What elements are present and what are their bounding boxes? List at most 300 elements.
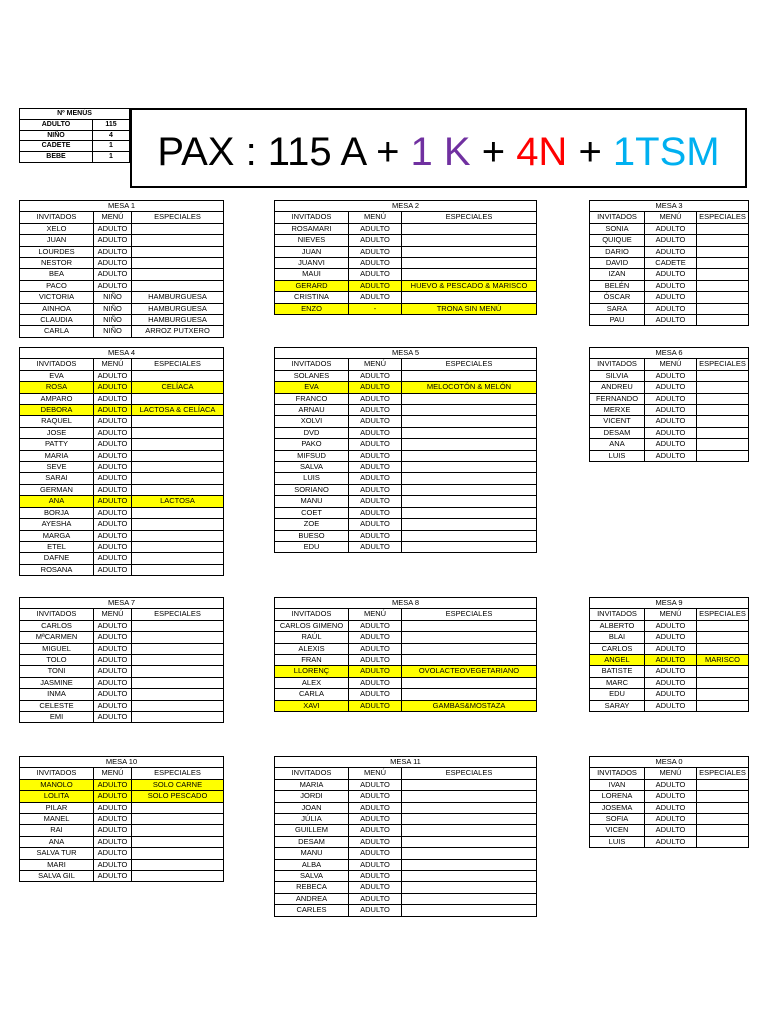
guest-row [275, 223, 537, 234]
menus-summary-table [19, 108, 130, 163]
guest-name: JÚLIA [275, 814, 349, 825]
guest-menu: ADULTO [645, 632, 697, 643]
column-header-especiales: ESPECIALES [402, 768, 537, 779]
column-header-invitados: INVITADOS [275, 768, 349, 779]
guest-row [275, 496, 537, 507]
menus-label: BEBE [20, 152, 93, 163]
guest-special [402, 246, 537, 257]
guest-menu: ADULTO [94, 416, 132, 427]
guest-name: ZOE [275, 519, 349, 530]
guest-name: CLAUDIA [20, 315, 94, 326]
guest-name: ANDREU [590, 382, 645, 393]
guest-name: QUIQUE [590, 235, 645, 246]
guest-row [275, 370, 537, 381]
guest-menu: ADULTO [645, 246, 697, 257]
guest-special [132, 677, 224, 688]
guest-special [402, 519, 537, 530]
guest-row [590, 416, 749, 427]
guest-menu: ADULTO [645, 303, 697, 314]
guest-special [402, 620, 537, 631]
guest-special [697, 315, 749, 326]
guest-special [697, 677, 749, 688]
guest-menu: ADULTO [645, 292, 697, 303]
guest-name: EDU [275, 541, 349, 552]
guest-row [275, 700, 537, 711]
guest-menu: ADULTO [349, 677, 402, 688]
guest-menu: ADULTO [349, 462, 402, 473]
guest-menu: ADULTO [94, 258, 132, 269]
guest-menu: ADULTO [94, 802, 132, 813]
guest-special [402, 689, 537, 700]
guest-row [275, 541, 537, 552]
guest-row [590, 439, 749, 450]
guest-menu: ADULTO [349, 666, 402, 677]
guest-row [275, 836, 537, 847]
guest-menu: ADULTO [349, 370, 402, 381]
guest-special [402, 825, 537, 836]
guest-name: MARIA [20, 450, 94, 461]
guest-row [20, 814, 224, 825]
guest-row [20, 416, 224, 427]
guest-special [132, 871, 224, 882]
mesa-title: MESA 2 [275, 201, 537, 212]
guest-name: PAU [590, 315, 645, 326]
guest-special [402, 779, 537, 790]
guest-menu: ADULTO [645, 370, 697, 381]
mesa-table [274, 200, 537, 315]
guest-row [275, 405, 537, 416]
guest-special [132, 370, 224, 381]
guest-row [20, 507, 224, 518]
guest-menu: ADULTO [349, 620, 402, 631]
guest-row [20, 643, 224, 654]
guest-menu: ADULTO [349, 859, 402, 870]
guest-menu: ADULTO [349, 541, 402, 552]
guest-special [402, 677, 537, 688]
guest-name: BELÉN [590, 280, 645, 291]
guest-name: XAVI [275, 700, 349, 711]
guest-name: ROSA [20, 382, 94, 393]
pax-plus: + [567, 130, 613, 174]
guest-row [590, 292, 749, 303]
menus-value: 115 [93, 119, 130, 130]
guest-row [275, 393, 537, 404]
guest-special [402, 450, 537, 461]
guest-row [275, 666, 537, 677]
guest-special [402, 871, 537, 882]
guest-special [132, 564, 224, 575]
guest-row [590, 677, 749, 688]
guest-menu: ADULTO [645, 382, 697, 393]
guest-name: DARIO [590, 246, 645, 257]
guest-menu: ADULTO [349, 246, 402, 257]
guest-special [402, 791, 537, 802]
guest-row [20, 223, 224, 234]
guest-row [590, 450, 749, 461]
guest-row [20, 666, 224, 677]
guest-menu: ADULTO [645, 427, 697, 438]
guest-name: ROSANA [20, 564, 94, 575]
mesa-title: MESA 9 [590, 598, 749, 609]
guest-special [132, 393, 224, 404]
guest-menu: ADULTO [349, 893, 402, 904]
guest-special [402, 882, 537, 893]
guest-name: LUIS [275, 473, 349, 484]
guest-menu: ADULTO [645, 779, 697, 790]
guest-name: MARIA [275, 779, 349, 790]
guest-name: DESAM [275, 836, 349, 847]
guest-menu: ADULTO [645, 689, 697, 700]
guest-name: BORJA [20, 507, 94, 518]
guest-special [697, 689, 749, 700]
guest-row [20, 859, 224, 870]
guest-menu: ADULTO [349, 450, 402, 461]
guest-row [20, 712, 224, 723]
guest-row [20, 315, 224, 326]
guest-row [20, 427, 224, 438]
guest-row [590, 814, 749, 825]
guest-special [132, 848, 224, 859]
guest-name: ETEL [20, 541, 94, 552]
guest-name: ALEX [275, 677, 349, 688]
guest-name: FRANCO [275, 393, 349, 404]
guest-special [402, 814, 537, 825]
guest-special [402, 632, 537, 643]
guest-row [275, 235, 537, 246]
guest-row [275, 859, 537, 870]
column-header-menu: MENÚ [349, 359, 402, 370]
guest-special [402, 370, 537, 381]
guest-special: ARROZ PUTXERO [132, 326, 224, 337]
column-header-menu: MENÚ [349, 212, 402, 223]
guest-name: MANU [275, 848, 349, 859]
guest-menu: ADULTO [94, 530, 132, 541]
menus-label: ADULTO [20, 119, 93, 130]
guest-name: ANGEL [590, 655, 645, 666]
guest-special [132, 814, 224, 825]
guest-special [132, 836, 224, 847]
guest-name: CARLOS GIMENO [275, 620, 349, 631]
guest-name: LOURDES [20, 246, 94, 257]
guest-row [20, 326, 224, 337]
guest-menu: ADULTO [645, 393, 697, 404]
guest-row [590, 246, 749, 257]
guest-special [402, 484, 537, 495]
guest-row [20, 496, 224, 507]
column-header-menu: MENÚ [349, 609, 402, 620]
guest-special [132, 620, 224, 631]
guest-name: AYESHA [20, 519, 94, 530]
column-header-invitados: INVITADOS [590, 609, 645, 620]
guest-special [402, 416, 537, 427]
guest-menu: ADULTO [349, 235, 402, 246]
guest-row [20, 303, 224, 314]
guest-name: BEA [20, 269, 94, 280]
guest-menu: NIÑO [94, 303, 132, 314]
guest-row [275, 871, 537, 882]
guest-special [132, 269, 224, 280]
guest-special: MELOCOTÓN & MELÓN [402, 382, 537, 393]
guest-name: VICTORIA [20, 292, 94, 303]
guest-row [20, 246, 224, 257]
guest-name: SARAY [590, 700, 645, 711]
guest-menu: ADULTO [645, 655, 697, 666]
mesa-title: MESA 4 [20, 348, 224, 359]
guest-row [275, 292, 537, 303]
guest-menu: ADULTO [349, 258, 402, 269]
guest-menu: ADULTO [349, 791, 402, 802]
guest-menu: ADULTO [645, 235, 697, 246]
column-header-invitados: INVITADOS [275, 212, 349, 223]
guest-special [402, 802, 537, 813]
mesa-title: MESA 6 [590, 348, 749, 359]
guest-menu: ADULTO [94, 553, 132, 564]
guest-menu: ADULTO [94, 700, 132, 711]
guest-special [132, 462, 224, 473]
guest-name: EVA [20, 370, 94, 381]
column-header-especiales: ESPECIALES [132, 609, 224, 620]
guest-menu: ADULTO [94, 814, 132, 825]
guest-row [590, 280, 749, 291]
guest-row [20, 258, 224, 269]
guest-row [275, 632, 537, 643]
guest-row [275, 246, 537, 257]
mesa-table [19, 756, 224, 882]
guest-name: SONIA [590, 223, 645, 234]
guest-menu: ADULTO [94, 791, 132, 802]
guest-name: LOLITA [20, 791, 94, 802]
guest-special [132, 223, 224, 234]
column-header-menu: MENÚ [94, 768, 132, 779]
column-header-especiales: ESPECIALES [402, 609, 537, 620]
guest-special: CELÍACA [132, 382, 224, 393]
guest-name: IVAN [590, 779, 645, 790]
guest-name: GERMAN [20, 484, 94, 495]
guest-special [697, 258, 749, 269]
guest-row [275, 905, 537, 916]
guest-row [20, 802, 224, 813]
guest-special [402, 655, 537, 666]
guest-menu: ADULTO [645, 416, 697, 427]
guest-row [275, 655, 537, 666]
guest-name: EVA [275, 382, 349, 393]
guest-special [402, 507, 537, 518]
guest-special [697, 791, 749, 802]
guest-menu: ADULTO [645, 450, 697, 461]
guest-row [20, 700, 224, 711]
guest-special [697, 825, 749, 836]
guest-special [697, 235, 749, 246]
guest-menu: ADULTO [349, 700, 402, 711]
guest-row [20, 871, 224, 882]
guest-menu: ADULTO [645, 643, 697, 654]
guest-name: MANU [275, 496, 349, 507]
guest-name: FERNANDO [590, 393, 645, 404]
guest-name: DAFNE [20, 553, 94, 564]
guest-row [20, 405, 224, 416]
guest-row [20, 292, 224, 303]
guest-special: HAMBURGUESA [132, 303, 224, 314]
guest-name: CARLOS [590, 643, 645, 654]
guest-special [402, 258, 537, 269]
guest-name: JORDI [275, 791, 349, 802]
mesa-title: MESA 11 [275, 757, 537, 768]
column-header-invitados: INVITADOS [20, 768, 94, 779]
column-header-invitados: INVITADOS [275, 359, 349, 370]
guest-row [275, 439, 537, 450]
guest-menu: ADULTO [94, 677, 132, 688]
guest-row [20, 370, 224, 381]
guest-name: XOLVI [275, 416, 349, 427]
guest-row [590, 393, 749, 404]
guest-special [402, 848, 537, 859]
guest-special [132, 416, 224, 427]
menus-label: CADETE [20, 141, 93, 152]
mesa-title: MESA 0 [590, 757, 749, 768]
guest-menu: ADULTO [94, 620, 132, 631]
guest-row [275, 258, 537, 269]
guest-row [590, 779, 749, 790]
guest-name: SORIANO [275, 484, 349, 495]
guest-menu: NIÑO [94, 315, 132, 326]
guest-special [697, 223, 749, 234]
pax-adults: PAX : 115 A + [157, 130, 411, 174]
column-header-especiales: ESPECIALES [132, 768, 224, 779]
guest-name: GUILLEM [275, 825, 349, 836]
guest-row [20, 825, 224, 836]
guest-menu: ADULTO [349, 655, 402, 666]
column-header-invitados: INVITADOS [590, 359, 645, 370]
guest-menu: ADULTO [349, 825, 402, 836]
guest-special [697, 405, 749, 416]
guest-row [590, 666, 749, 677]
guest-menu: ADULTO [645, 405, 697, 416]
guest-special [697, 700, 749, 711]
guest-menu: ADULTO [94, 484, 132, 495]
guest-row [20, 620, 224, 631]
guest-special [132, 689, 224, 700]
guest-special [132, 246, 224, 257]
guest-name: EMI [20, 712, 94, 723]
guest-special [697, 814, 749, 825]
guest-special [697, 292, 749, 303]
guest-menu: ADULTO [94, 519, 132, 530]
mesa-table [19, 347, 224, 576]
column-header-menu: MENÚ [645, 212, 697, 223]
guest-menu: ADULTO [94, 427, 132, 438]
guest-menu: ADULTO [645, 825, 697, 836]
guest-special [402, 643, 537, 654]
column-header-especiales: ESPECIALES [402, 212, 537, 223]
guest-special [132, 439, 224, 450]
column-header-especiales: ESPECIALES [132, 212, 224, 223]
guest-row [590, 655, 749, 666]
pax-plus: + [470, 130, 517, 174]
guest-name: BATISTE [590, 666, 645, 677]
guest-name: INMA [20, 689, 94, 700]
guest-special [402, 836, 537, 847]
guest-menu: ADULTO [94, 859, 132, 870]
guest-menu: ADULTO [645, 620, 697, 631]
guest-name: JASMINE [20, 677, 94, 688]
guest-menu: ADULTO [349, 473, 402, 484]
guest-special [402, 859, 537, 870]
guest-name: XELO [20, 223, 94, 234]
guest-special [697, 666, 749, 677]
guest-name: MIGUEL [20, 643, 94, 654]
guest-menu: ADULTO [645, 666, 697, 677]
guest-row [20, 269, 224, 280]
guest-row [20, 235, 224, 246]
guest-special [697, 836, 749, 847]
guest-row [590, 223, 749, 234]
guest-special [697, 303, 749, 314]
guest-row [20, 791, 224, 802]
guest-row [590, 258, 749, 269]
guest-name: PATTY [20, 439, 94, 450]
guest-special [132, 643, 224, 654]
guest-special: HAMBURGUESA [132, 292, 224, 303]
guest-menu: ADULTO [94, 848, 132, 859]
guest-row [590, 836, 749, 847]
guest-row [20, 439, 224, 450]
guest-name: LORENA [590, 791, 645, 802]
guest-menu: ADULTO [349, 689, 402, 700]
guest-menu: ADULTO [349, 779, 402, 790]
guest-special: LACTOSA [132, 496, 224, 507]
guest-menu: ADULTO [349, 484, 402, 495]
guest-special [132, 258, 224, 269]
guest-name: GERARD [275, 280, 349, 291]
guest-menu: ADULTO [645, 439, 697, 450]
guest-special [132, 530, 224, 541]
guest-name: ANDREA [275, 893, 349, 904]
guest-menu: ADULTO [94, 269, 132, 280]
guest-row [20, 530, 224, 541]
guest-name: VICENT [590, 416, 645, 427]
guest-menu: ADULTO [94, 246, 132, 257]
menus-value: 1 [93, 141, 130, 152]
guest-menu: NIÑO [94, 292, 132, 303]
guest-menu: ADULTO [94, 370, 132, 381]
mesa-table [19, 200, 224, 338]
guest-name: JOSE [20, 427, 94, 438]
guest-row [275, 303, 537, 314]
guest-menu: - [349, 303, 402, 314]
guest-row [20, 689, 224, 700]
guest-special: GAMBAS&MOSTAZA [402, 700, 537, 711]
menus-value: 4 [93, 130, 130, 141]
guest-special [402, 405, 537, 416]
guest-special [402, 473, 537, 484]
guest-name: ARNAU [275, 405, 349, 416]
guest-row [20, 541, 224, 552]
guest-special [402, 893, 537, 904]
guest-menu: ADULTO [349, 519, 402, 530]
pax-tsm: 1TSM [612, 130, 720, 174]
column-header-invitados: INVITADOS [590, 212, 645, 223]
guest-row [590, 382, 749, 393]
guest-special: LACTOSA & CELÍACA [132, 405, 224, 416]
guest-row [590, 700, 749, 711]
guest-name: DVD [275, 427, 349, 438]
guest-name: ALBA [275, 859, 349, 870]
guest-menu: ADULTO [645, 280, 697, 291]
guest-menu: ADULTO [645, 814, 697, 825]
guest-name: NIEVES [275, 235, 349, 246]
guest-menu: ADULTO [349, 269, 402, 280]
guest-menu: ADULTO [645, 315, 697, 326]
